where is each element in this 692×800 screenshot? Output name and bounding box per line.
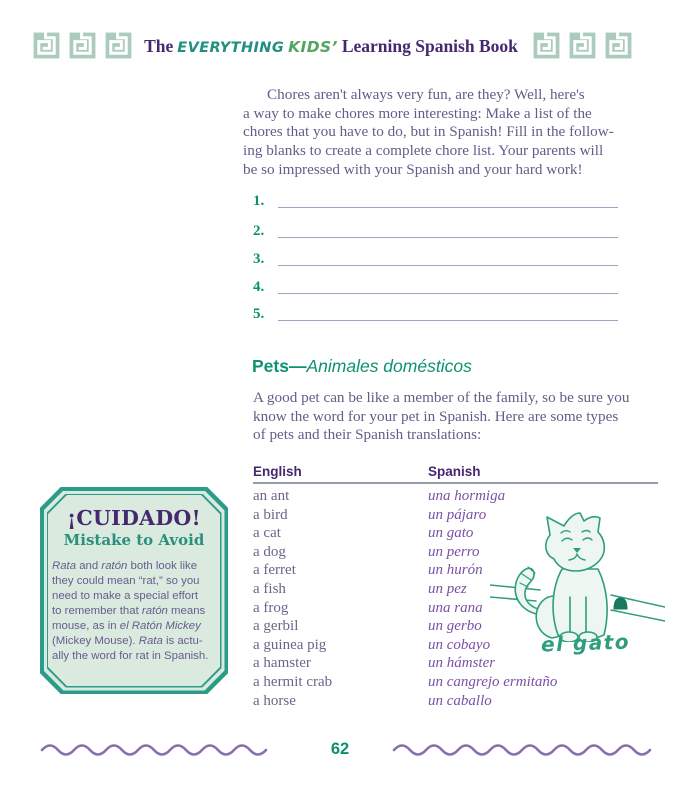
paragraph-line: of pets and their Spanish translations: bbox=[253, 426, 482, 444]
book-title bbox=[132, 36, 530, 57]
english-cell: a gerbil bbox=[253, 618, 299, 635]
intro-paragraph bbox=[243, 86, 614, 180]
spanish-cell: un cobayo bbox=[428, 636, 491, 653]
heading-english: Pets bbox=[252, 356, 289, 376]
chore-blank-line bbox=[278, 265, 618, 266]
english-cell: an ant bbox=[253, 488, 290, 504]
cuidado-body bbox=[40, 559, 228, 664]
greek-key-icon bbox=[33, 32, 60, 59]
paragraph-line: A good pet can be like a member of the family, so be sure you bbox=[253, 389, 630, 406]
greek-key-icon bbox=[533, 32, 560, 59]
title-rest: Learning Spanish Book bbox=[341, 36, 518, 56]
spanish-cell: un gerbo bbox=[428, 618, 482, 635]
chore-blank-row bbox=[253, 303, 618, 323]
chore-number: 4. bbox=[253, 279, 265, 295]
cuidado-title: ¡CUIDADO! bbox=[67, 506, 201, 530]
header-ornaments-left bbox=[33, 32, 132, 59]
title-the: The bbox=[144, 36, 174, 56]
spanish-cell: un pájaro bbox=[428, 506, 487, 523]
spanish-cell: un gato bbox=[428, 525, 474, 542]
cat-head bbox=[546, 513, 605, 571]
mouse-hole bbox=[614, 598, 627, 609]
greek-key-icon bbox=[69, 32, 96, 59]
cuidado-sidebar-box bbox=[40, 487, 228, 694]
spanish-cell: un hurón bbox=[428, 562, 483, 579]
paragraph-line: ing blanks to create a complete chore list. Your parents will bbox=[243, 142, 604, 160]
paragraph-line: know the word for your pet in Spanish. Here are some types bbox=[253, 407, 619, 425]
paragraph-line: a way to make chores more interesting: Make a list of the bbox=[243, 104, 592, 122]
heading-spanish: Animales domésticos bbox=[306, 356, 472, 376]
spanish-cell: un hámster bbox=[428, 655, 496, 672]
english-cell: a cat bbox=[253, 525, 281, 542]
english-cell: a bird bbox=[253, 506, 288, 523]
table-row bbox=[253, 673, 658, 692]
english-cell: a fish bbox=[253, 580, 286, 597]
spanish-cell: un caballo bbox=[428, 692, 492, 709]
body-line: ally the word for rat in Spanish. bbox=[52, 650, 209, 662]
heading-dash: — bbox=[288, 356, 307, 376]
chore-number: 1. bbox=[253, 193, 265, 209]
column-header-spanish: Spanish bbox=[428, 464, 481, 479]
chore-number: 5. bbox=[253, 306, 265, 322]
cat-illustration bbox=[490, 497, 665, 647]
table-row bbox=[253, 692, 658, 711]
body-line: Rata and ratón both look like bbox=[52, 560, 198, 572]
el-gato-caption: el gato bbox=[540, 629, 631, 657]
body-line: to remember that ratón means bbox=[52, 605, 206, 617]
chore-blank-row bbox=[253, 190, 618, 210]
spanish-cell: una rana bbox=[428, 599, 483, 616]
english-cell: a ferret bbox=[253, 562, 296, 579]
chore-blank-line bbox=[278, 293, 618, 294]
english-cell: a hamster bbox=[253, 655, 311, 672]
table-row bbox=[253, 654, 658, 673]
chore-blank-row bbox=[253, 248, 618, 268]
chore-blank-line bbox=[278, 207, 618, 208]
page-number: 62 bbox=[330, 740, 350, 758]
chore-number: 3. bbox=[253, 251, 265, 267]
body-line: (Mickey Mouse). Rata is actu- bbox=[52, 635, 203, 647]
spanish-cell: un cangrejo ermitaño bbox=[428, 673, 558, 690]
title-kids: KIDS’ bbox=[288, 38, 338, 56]
footer-wave-left bbox=[40, 741, 280, 757]
paragraph-line: be so impressed with your Spanish and your hard work! bbox=[243, 160, 583, 178]
body-line: need to make a special effort bbox=[52, 590, 199, 602]
greek-key-icon bbox=[605, 32, 632, 59]
table-header-row bbox=[253, 464, 658, 484]
chore-blank-line bbox=[278, 320, 618, 321]
title-everything: EVERYTHING bbox=[177, 40, 285, 56]
cat-body bbox=[553, 569, 607, 640]
english-cell: a horse bbox=[253, 692, 296, 709]
body-line: mouse, as in el Ratón Mickey bbox=[52, 620, 201, 632]
footer-wave-right bbox=[392, 741, 658, 757]
chore-number: 2. bbox=[253, 223, 265, 239]
spanish-cell: un perro bbox=[428, 543, 480, 560]
greek-key-icon bbox=[105, 32, 132, 59]
body-line: they could mean “rat,” so you bbox=[52, 575, 200, 587]
cat-drawing bbox=[490, 497, 665, 642]
pets-section-heading bbox=[252, 356, 472, 377]
english-cell: a dog bbox=[253, 543, 286, 560]
chore-blank-line bbox=[278, 237, 618, 238]
spanish-cell: un pez bbox=[428, 580, 467, 597]
cuidado-content bbox=[40, 487, 228, 694]
header-ornaments-right bbox=[533, 32, 632, 59]
pets-paragraph bbox=[253, 389, 629, 445]
column-header-english: English bbox=[253, 464, 302, 479]
paragraph-line: Chores aren't always very fun, are they? Well, here's bbox=[267, 86, 585, 103]
spanish-cell: una hormiga bbox=[428, 488, 506, 504]
paragraph-line: chores that you have to do, but in Spanish! Fill in the follow- bbox=[243, 123, 614, 141]
english-cell: a frog bbox=[253, 599, 289, 616]
chore-blank-row bbox=[253, 276, 618, 296]
greek-key-icon bbox=[569, 32, 596, 59]
chore-blank-row bbox=[253, 220, 618, 240]
english-cell: a hermit crab bbox=[253, 673, 333, 690]
english-cell: a guinea pig bbox=[253, 636, 327, 653]
cuidado-subtitle: Mistake to Avoid bbox=[63, 531, 205, 549]
